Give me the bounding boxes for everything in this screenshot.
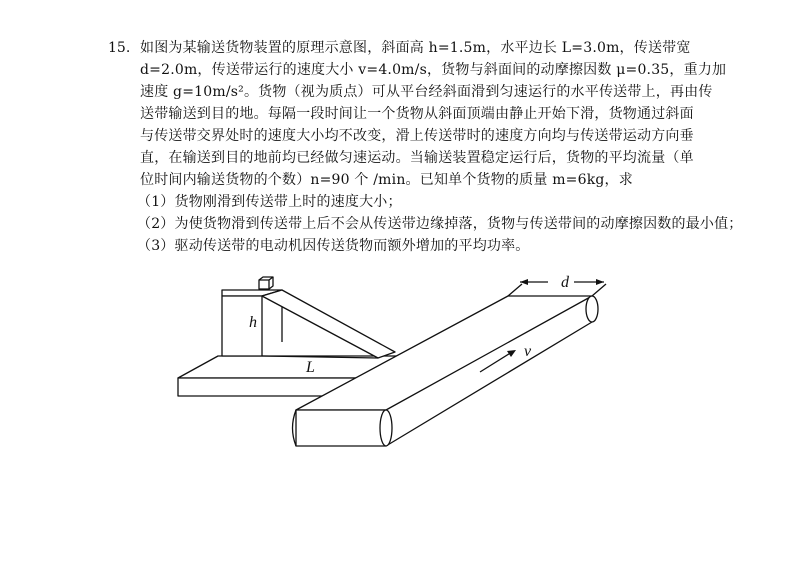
problem-text-line-4: 送带输送到目的地。每隔一段时间让一个货物从斜面顶端由静止开始下滑，货物通过斜面 bbox=[140, 106, 694, 122]
problem-text-line-6: 直，在输送到目的地前均已经做匀速运动。当输送装置稳定运行后，货物的平均流量（单 bbox=[140, 150, 694, 166]
problem-text-line-2: d=2.0m，传送带运行的速度大小 v=4.0m/s，货物与斜面间的动摩擦因数 μ=0.35，重力加 bbox=[140, 62, 727, 78]
label-h: h bbox=[249, 314, 257, 331]
label-L: L bbox=[306, 359, 315, 376]
cargo-box bbox=[259, 277, 273, 289]
label-v: v bbox=[524, 343, 532, 360]
question-2: （2）为使货物滑到传送带上后不会从传送带边缘掉落，货物与传送带间的动摩擦因数的最小值； bbox=[137, 216, 743, 232]
label-d: d bbox=[561, 274, 569, 291]
width-dimension-d bbox=[508, 279, 606, 296]
problem-text-line-7: 位时间内输送货物的个数）n=90 个 /min。已知单个货物的质量 m=6kg，求 bbox=[140, 172, 633, 188]
problem-text-line-5: 与传送带交界处时的速度大小均不改变，滑上传送带时的速度方向均与传送带运动方向垂 bbox=[140, 128, 694, 144]
problem-text-line-1: 如图为某输送货物装置的原理示意图，斜面高 h=1.5m，水平边长 L=3.0m，传送带宽 bbox=[140, 40, 691, 56]
problem-text-line-3: 速度 g=10m/s²。货物（视为质点）可从平台经斜面滑到匀速运行的水平传送带上，再由传 bbox=[140, 84, 713, 100]
problem-number: 15. bbox=[108, 40, 131, 56]
question-1: （1）货物刚滑到传送带上时的速度大小； bbox=[137, 194, 402, 210]
question-3: （3）驱动传送带的电动机因传送货物而额外增加的平均功率。 bbox=[137, 238, 530, 254]
